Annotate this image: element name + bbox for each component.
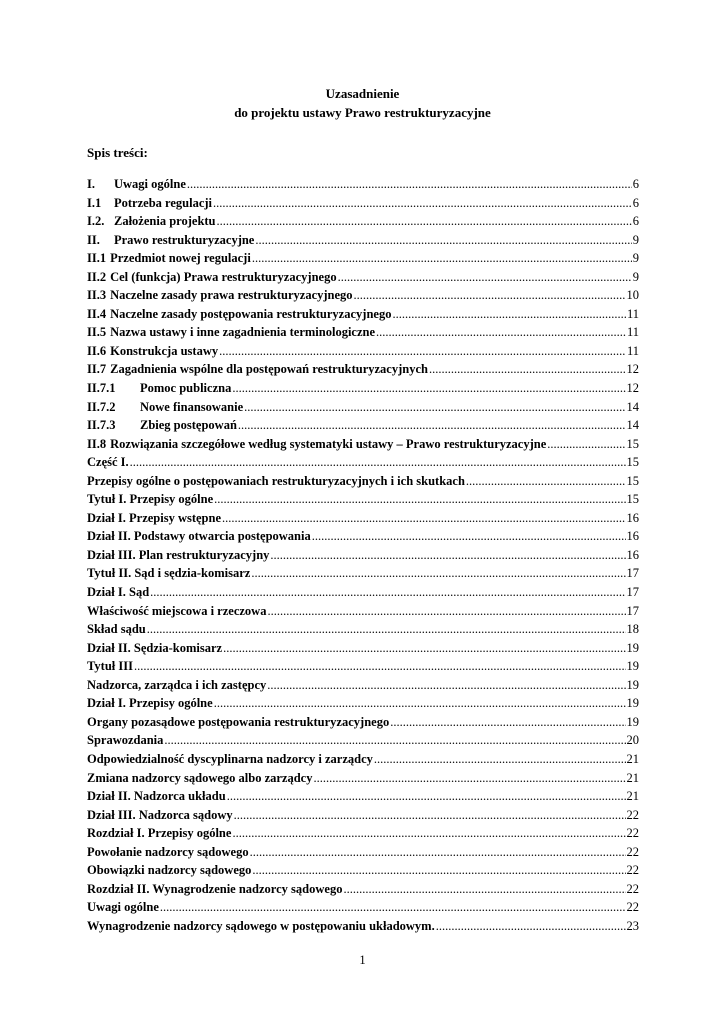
toc-entry-label: Rozdział I. Przepisy ogólne bbox=[87, 826, 232, 841]
toc-entry[interactable] bbox=[87, 715, 639, 734]
title-line-2: do projektu ustawy Prawo restrukturyzacyjne bbox=[234, 105, 491, 120]
toc-dot-leader bbox=[251, 566, 625, 581]
toc-entry-number: II.4 bbox=[87, 306, 107, 321]
toc-dot-leader bbox=[150, 585, 625, 600]
toc-dot-leader bbox=[160, 900, 626, 915]
toc-entry-page: 22 bbox=[626, 900, 639, 915]
toc-entry[interactable] bbox=[87, 808, 639, 827]
toc-entry[interactable] bbox=[87, 214, 639, 233]
toc-entry-label: Potrzeba regulacji bbox=[114, 195, 212, 210]
table-of-contents bbox=[87, 177, 639, 937]
toc-dot-leader bbox=[390, 715, 625, 730]
toc-dot-leader bbox=[219, 344, 626, 359]
toc-dot-leader bbox=[134, 659, 626, 674]
toc-entry-number: II.5 bbox=[87, 325, 107, 340]
toc-entry-label: Zmiana nadzorcy sądowego albo zarządcy bbox=[87, 770, 313, 785]
toc-entry-label: Dział III. Plan restrukturyzacyjny bbox=[87, 547, 270, 562]
toc-dot-leader bbox=[238, 418, 626, 433]
toc-dot-leader bbox=[547, 437, 625, 452]
toc-entry-page: 22 bbox=[626, 807, 639, 822]
toc-entry-number: II.2 bbox=[87, 269, 107, 284]
toc-dot-leader bbox=[312, 529, 626, 544]
toc-entry-label: Obowiązki nadzorcy sądowego bbox=[87, 863, 252, 878]
toc-entry[interactable] bbox=[87, 233, 639, 252]
toc-entry[interactable] bbox=[87, 529, 639, 548]
toc-entry-page: 11 bbox=[626, 325, 639, 340]
toc-dot-leader bbox=[466, 474, 626, 489]
toc-entry-page: 16 bbox=[626, 510, 639, 525]
toc-entry-number: II.1 bbox=[87, 251, 107, 266]
toc-entry-page: 22 bbox=[626, 844, 639, 859]
toc-entry[interactable] bbox=[87, 288, 639, 307]
toc-entry[interactable] bbox=[87, 511, 639, 530]
toc-entry-label: Prawo restrukturyzacyjne bbox=[114, 232, 255, 247]
toc-dot-leader bbox=[217, 214, 632, 229]
toc-entry-page: 19 bbox=[626, 714, 639, 729]
toc-dot-leader bbox=[252, 251, 632, 266]
toc-entry-number: I.1 bbox=[87, 195, 102, 210]
toc-entry[interactable] bbox=[87, 400, 639, 419]
toc-entry-label: Tytuł II. Sąd i sędzia-komisarz bbox=[87, 566, 251, 581]
toc-entry[interactable] bbox=[87, 270, 639, 289]
toc-entry-label: Przepisy ogólne o postępowaniach restrukturyzacyjnych i ich skutkach bbox=[87, 473, 465, 488]
toc-dot-leader bbox=[213, 196, 632, 211]
toc-entry-label: Zagadnienia wspólne dla postępowań restrukturyzacyjnych bbox=[110, 362, 428, 377]
toc-entry[interactable] bbox=[87, 882, 639, 901]
toc-entry[interactable] bbox=[87, 789, 639, 808]
toc-dot-leader bbox=[338, 270, 632, 285]
toc-dot-leader bbox=[313, 771, 625, 786]
toc-entry-page: 19 bbox=[626, 640, 639, 655]
toc-entry-number: I. bbox=[87, 177, 95, 191]
toc-entry[interactable] bbox=[87, 604, 639, 623]
toc-entry-label: Pomoc publiczna bbox=[140, 381, 232, 396]
toc-dot-leader bbox=[164, 733, 625, 748]
toc-entry-label: Nazwa ustawy i inne zagadnienia terminologiczne bbox=[110, 325, 376, 340]
toc-entry-page: 6 bbox=[632, 195, 639, 210]
toc-entry-label: Naczelne zasady prawa restrukturyzacyjnego bbox=[110, 288, 353, 303]
toc-dot-leader bbox=[436, 919, 626, 934]
toc-entry[interactable] bbox=[87, 548, 639, 567]
toc-entry-label: Część I. bbox=[87, 455, 129, 470]
toc-entry-page: 16 bbox=[626, 529, 639, 544]
toc-dot-leader bbox=[223, 641, 625, 656]
toc-entry[interactable] bbox=[87, 362, 639, 381]
toc-entry[interactable] bbox=[87, 418, 639, 437]
toc-entry[interactable] bbox=[87, 381, 639, 400]
toc-entry-label: Dział I. Przepisy wstępne bbox=[87, 510, 222, 525]
toc-dot-leader bbox=[429, 362, 626, 377]
toc-entry-label: Rozwiązania szczegółowe według systematyki ustawy – Prawo restrukturyzacyjne bbox=[110, 436, 547, 451]
toc-entry-page: 6 bbox=[632, 177, 639, 191]
toc-dot-leader bbox=[267, 604, 625, 619]
toc-entry-number: I.2. bbox=[87, 214, 105, 229]
toc-dot-leader bbox=[232, 826, 625, 841]
toc-entry-number: II.7.3 bbox=[87, 418, 116, 433]
toc-entry-label: Uwagi ogólne bbox=[87, 900, 159, 915]
toc-entry-page: 15 bbox=[626, 455, 639, 470]
toc-entry-label: Dział II. Sędzia-komisarz bbox=[87, 640, 223, 655]
toc-entry[interactable] bbox=[87, 177, 639, 196]
toc-entry-page: 14 bbox=[626, 399, 639, 414]
toc-heading: Spis treści: bbox=[87, 145, 148, 160]
toc-entry-page: 14 bbox=[626, 418, 639, 433]
toc-dot-leader bbox=[130, 455, 626, 470]
toc-entry-page: 19 bbox=[626, 696, 639, 711]
toc-entry-page: 10 bbox=[626, 288, 639, 303]
toc-entry-number: II.7 bbox=[87, 362, 107, 377]
toc-entry-label: Skład sądu bbox=[87, 622, 146, 637]
toc-entry-page: 22 bbox=[626, 863, 639, 878]
toc-entry[interactable] bbox=[87, 641, 639, 660]
toc-dot-leader bbox=[227, 789, 626, 804]
toc-entry[interactable] bbox=[87, 622, 639, 641]
toc-entry-label: Nowe finansowanie bbox=[140, 399, 244, 414]
toc-entry[interactable] bbox=[87, 492, 639, 511]
toc-entry-page: 12 bbox=[626, 362, 639, 377]
toc-entry[interactable] bbox=[87, 585, 639, 604]
toc-entry-label: Uwagi ogólne bbox=[114, 177, 186, 191]
toc-entry-page: 15 bbox=[626, 436, 639, 451]
toc-entry-label: Dział I. Sąd bbox=[87, 585, 150, 600]
toc-entry-page: 23 bbox=[626, 918, 639, 933]
toc-entry-number: II.3 bbox=[87, 288, 107, 303]
toc-entry-page: 21 bbox=[626, 789, 639, 804]
toc-dot-leader bbox=[250, 845, 626, 860]
toc-entry[interactable] bbox=[87, 696, 639, 715]
toc-dot-leader bbox=[354, 288, 626, 303]
toc-entry-page: 11 bbox=[626, 306, 639, 321]
toc-dot-leader bbox=[187, 177, 632, 192]
toc-entry-page: 22 bbox=[626, 826, 639, 841]
toc-entry-page: 20 bbox=[626, 733, 639, 748]
toc-entry[interactable] bbox=[87, 752, 639, 771]
toc-dot-leader bbox=[147, 622, 626, 637]
toc-entry-label: Cel (funkcja) Prawa restrukturyzacyjnego bbox=[110, 269, 337, 284]
toc-entry[interactable] bbox=[87, 455, 639, 474]
toc-entry-label: Dział III. Nadzorca sądowy bbox=[87, 807, 233, 822]
toc-dot-leader bbox=[214, 492, 625, 507]
toc-entry-label: Zbieg postępowań bbox=[140, 418, 237, 433]
toc-entry-number: II.7.1 bbox=[87, 381, 116, 396]
toc-entry-label: Założenia projektu bbox=[114, 214, 216, 229]
toc-dot-leader bbox=[244, 400, 625, 415]
toc-entry-page: 19 bbox=[626, 659, 639, 674]
toc-entry[interactable] bbox=[87, 733, 639, 752]
toc-dot-leader bbox=[255, 233, 631, 248]
toc-entry-label: Konstrukcja ustawy bbox=[110, 343, 219, 358]
toc-entry-label: Nadzorca, zarządca i ich zastępcy bbox=[87, 677, 267, 692]
toc-entry[interactable] bbox=[87, 437, 639, 456]
toc-entry-page: 11 bbox=[626, 343, 639, 358]
toc-dot-leader bbox=[214, 696, 626, 711]
toc-entry[interactable] bbox=[87, 900, 639, 919]
toc-dot-leader bbox=[270, 548, 625, 563]
toc-entry-label: Tytuł III bbox=[87, 659, 133, 674]
toc-entry-label: Tytuł I. Przepisy ogólne bbox=[87, 492, 214, 507]
toc-entry-label: Odpowiedzialność dyscyplinarna nadzorcy i zarządcy bbox=[87, 751, 373, 766]
toc-entry-label: Dział I. Przepisy ogólne bbox=[87, 696, 213, 711]
toc-dot-leader bbox=[343, 882, 625, 897]
toc-entry[interactable] bbox=[87, 659, 639, 678]
toc-dot-leader bbox=[222, 511, 625, 526]
toc-entry-page: 22 bbox=[626, 881, 639, 896]
toc-entry[interactable] bbox=[87, 566, 639, 585]
toc-entry-number: II.6 bbox=[87, 343, 107, 358]
toc-entry-page: 12 bbox=[626, 381, 639, 396]
toc-dot-leader bbox=[376, 325, 626, 340]
page-number: 1 bbox=[359, 953, 366, 967]
toc-dot-leader bbox=[392, 307, 626, 322]
toc-entry-page: 15 bbox=[626, 473, 639, 488]
toc-entry-page: 16 bbox=[626, 547, 639, 562]
toc-entry[interactable] bbox=[87, 863, 639, 882]
toc-dot-leader bbox=[234, 808, 626, 823]
toc-entry-page: 9 bbox=[632, 232, 639, 247]
toc-entry-page: 21 bbox=[626, 770, 639, 785]
toc-entry-label: Rozdział II. Wynagrodzenie nadzorcy sądowego bbox=[87, 881, 343, 896]
toc-entry-page: 17 bbox=[626, 603, 639, 618]
toc-entry-page: 9 bbox=[632, 269, 639, 284]
toc-entry-page: 18 bbox=[626, 622, 639, 637]
toc-entry-label: Powołanie nadzorcy sądowego bbox=[87, 844, 249, 859]
toc-dot-leader bbox=[252, 863, 625, 878]
title-line-1: Uzasadnienie bbox=[325, 86, 400, 101]
toc-entry[interactable] bbox=[87, 325, 639, 344]
toc-entry[interactable] bbox=[87, 678, 639, 697]
toc-entry[interactable] bbox=[87, 826, 639, 845]
toc-entry-page: 6 bbox=[632, 214, 639, 229]
toc-entry-label: Przedmiot nowej regulacji bbox=[110, 251, 251, 266]
toc-entry[interactable] bbox=[87, 196, 639, 215]
toc-entry-number: II. bbox=[87, 232, 100, 247]
toc-entry-page: 15 bbox=[626, 492, 639, 507]
toc-entry-page: 21 bbox=[626, 751, 639, 766]
toc-entry[interactable] bbox=[87, 919, 639, 938]
toc-entry-number: II.8 bbox=[87, 436, 107, 451]
toc-entry-page: 17 bbox=[626, 585, 639, 600]
toc-entry[interactable] bbox=[87, 771, 639, 790]
toc-entry[interactable] bbox=[87, 474, 639, 493]
toc-dot-leader bbox=[267, 678, 625, 693]
toc-entry-label: Organy pozasądowe postępowania restrukturyzacyjnego bbox=[87, 714, 390, 729]
toc-entry-label: Sprawozdania bbox=[87, 733, 164, 748]
toc-entry[interactable] bbox=[87, 344, 639, 363]
toc-entry[interactable] bbox=[87, 251, 639, 270]
toc-dot-leader bbox=[232, 381, 625, 396]
document-title bbox=[0, 84, 725, 122]
toc-entry-label: Dział II. Podstawy otwarcia postępowania bbox=[87, 529, 311, 544]
toc-entry[interactable] bbox=[87, 307, 639, 326]
toc-entry-page: 9 bbox=[632, 251, 639, 266]
toc-entry-label: Dział II. Nadzorca układu bbox=[87, 789, 226, 804]
toc-entry[interactable] bbox=[87, 845, 639, 864]
toc-dot-leader bbox=[374, 752, 626, 767]
toc-entry-page: 17 bbox=[626, 566, 639, 581]
toc-entry-page: 19 bbox=[626, 677, 639, 692]
toc-entry-number: II.7.2 bbox=[87, 399, 116, 414]
toc-entry-label: Właściwość miejscowa i rzeczowa bbox=[87, 603, 267, 618]
toc-entry-label: Naczelne zasady postępowania restrukturyzacyjnego bbox=[110, 306, 392, 321]
toc-entry-label: Wynagrodzenie nadzorcy sądowego w postępowaniu układowym. bbox=[87, 918, 435, 933]
